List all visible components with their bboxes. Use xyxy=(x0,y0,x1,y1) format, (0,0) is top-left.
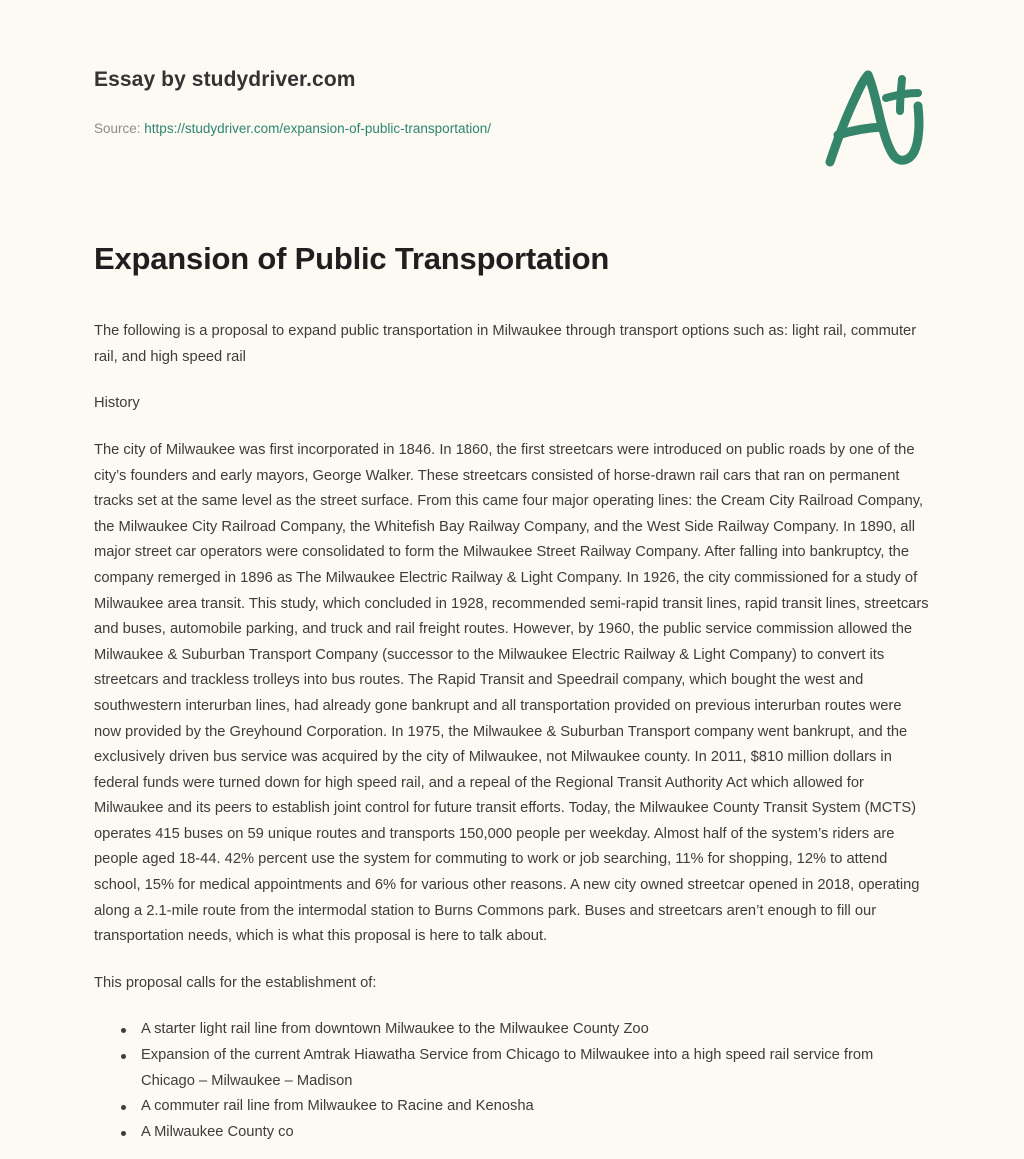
list-item: A starter light rail line from downtown Milwaukee to the Milwaukee County Zoo xyxy=(141,1017,930,1043)
a-plus-logo-icon xyxy=(812,62,932,172)
list-item: A Milwaukee County co xyxy=(141,1120,930,1146)
intro-paragraph: The following is a proposal to expand public transportation in Milwaukee through transport options such as: light rail, commuter rail, and high speed rail xyxy=(94,323,917,365)
source-line xyxy=(94,121,491,136)
history-paragraph: The city of Milwaukee was first incorporated in 1846. In 1860, the first streetcars were introduced on public roads by one of the city’s founders and early mayors, George Walker. These streetcars consisted of horse-drawn rail cars that ran on permanent tracks set at the same level as the street surface. From this came four major operating lines: the Cream City Railroad Company, the Milwaukee City Railroad Company, the Whitefish Bay Railway Company, and the West Side Railway Company. In 1890, all major street car operators were consolidated to form the Milwaukee Street Railway Company. After falling into bankruptcy, the company remerged in 1896 as The Milwaukee Electric Railway & Light Company. In 1926, the city commissioned for a study of Milwaukee area transit. This study, which concluded in 1928, recommended semi-rapid transit lines, rapid transit lines, streetcars and buses, automobile parking, and truck and rail freight routes. However, by 1960, the public service commission allowed the Milwaukee & Suburban Transport Company (successor to the Milwaukee Electric Railway & Light Company) to convert its streetcars and trackless trolleys into bus routes. The Rapid Transit and Speedrail company, which bought the west and southwestern interurban lines, had already gone bankrupt and all transportation provided on previous interurban routes were now provided by the Greyhound Corporation. In 1975, the Milwaukee & Suburban Transport company went bankrupt, and the exclusively driven bus service was acquired by the city of Milwaukee, not Milwaukee county. In 2011, $810 million dollars in federal funds were turned down for high speed rail, and a repeal of the Regional Transit Authority Act which allowed for Milwaukee and its peers to establish joint control for future transit efforts. Today, the Milwaukee County Transit System (MCTS) operates 415 buses on 59 unique routes and transports 150,000 people per weekday. Almost half of the system’s riders are people aged 18-44. 42% percent use the system for commuting to work or job searching, 11% for shopping, 12% to attend school, 15% for medical appointments and 6% for various other reasons. A new city owned streetcar opened in 2018, operating along a 2.1-mile route from the intermodal station to Burns Commons park. Buses and streetcars aren’t enough to fill our transportation needs, which is what this proposal is here to talk about. xyxy=(94,441,929,945)
document-header xyxy=(0,0,1024,200)
source-label: Source: xyxy=(94,121,141,136)
page-title: Expansion of Public Transportation xyxy=(94,241,610,276)
article-body xyxy=(94,240,930,1145)
section-heading-history: History xyxy=(94,395,140,412)
proposal-list xyxy=(94,1017,930,1145)
source-url-link[interactable]: https://studydriver.com/expansion-of-public-transportation/ xyxy=(144,121,491,136)
proposal-lead-paragraph: This proposal calls for the establishment of: xyxy=(94,974,377,991)
list-item: Expansion of the current Amtrak Hiawatha Service from Chicago to Milwaukee into a high speed rail service from Chicago – Milwaukee – Madison xyxy=(141,1043,930,1094)
byline: Essay by studydriver.com xyxy=(94,68,356,91)
list-item: A commuter rail line from Milwaukee to Racine and Kenosha xyxy=(141,1094,930,1120)
